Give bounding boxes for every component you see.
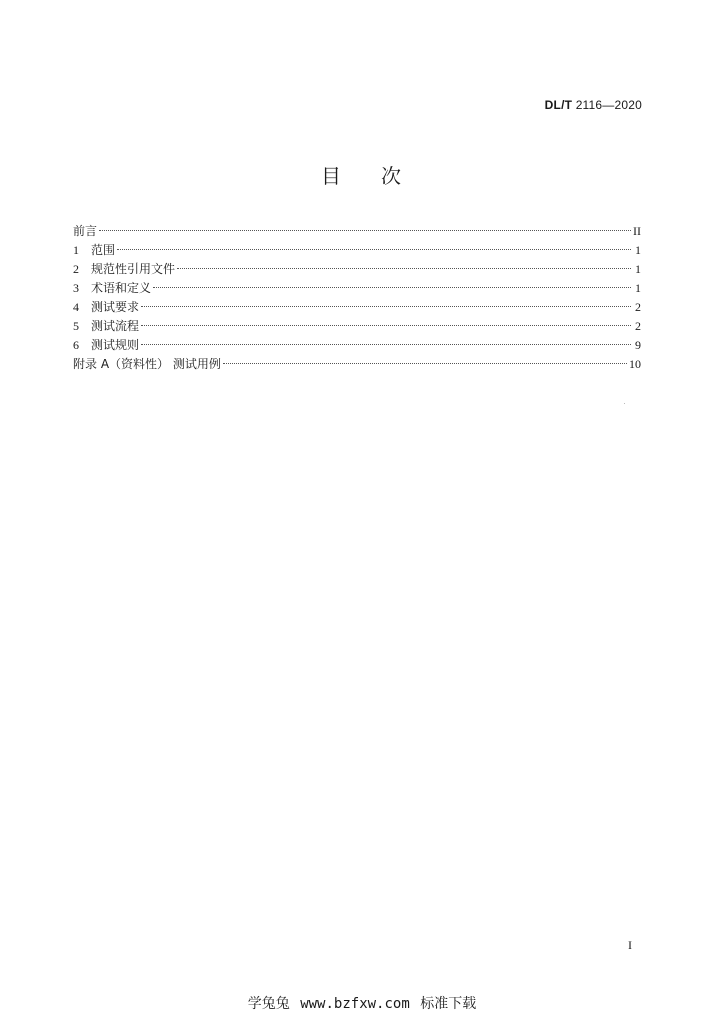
toc-entry-annex-a[interactable] <box>73 355 641 374</box>
toc-leader-dots <box>223 363 627 364</box>
toc-leader-dots <box>141 306 631 307</box>
scan-speck <box>624 403 625 404</box>
toc-title-char-2: 次 <box>381 164 403 188</box>
toc-entry-page: 1 <box>635 262 641 276</box>
toc-entry-terms-definitions[interactable] <box>73 279 641 298</box>
footer-url[interactable]: www.bzfxw.com <box>300 996 410 1012</box>
toc-entry-number: 1 <box>73 243 79 257</box>
toc-entry-number: 5 <box>73 319 79 333</box>
toc-entry-test-rules[interactable] <box>73 336 641 355</box>
toc-entry-test-procedure[interactable] <box>73 317 641 336</box>
toc-entry-page: 1 <box>635 281 641 295</box>
toc-entry-foreword[interactable] <box>73 222 641 241</box>
toc-entry-label: 测试流程 <box>91 319 140 333</box>
toc-leader-dots <box>141 325 631 326</box>
toc-entry-page: 2 <box>635 300 641 314</box>
toc-entry-label: 前言 <box>73 224 98 238</box>
toc-entry-label: 术语和定义 <box>91 281 152 295</box>
table-of-contents <box>73 222 641 374</box>
footer-slogan: 标准下载 <box>420 996 477 1012</box>
toc-entry-page: 1 <box>635 243 641 257</box>
toc-entry-number: 6 <box>73 338 79 352</box>
toc-entry-label: 范围 <box>91 243 116 257</box>
toc-leader-dots <box>177 268 631 269</box>
toc-entry-page: II <box>633 224 641 238</box>
footer-watermark <box>0 993 724 1013</box>
page-number: I <box>628 938 632 952</box>
toc-leader-dots <box>99 230 631 231</box>
toc-leader-dots <box>141 344 631 345</box>
toc-entry-normative-references[interactable] <box>73 260 641 279</box>
standard-code <box>545 98 642 112</box>
footer-site-name: 学兔兔 <box>247 996 290 1012</box>
toc-entry-number: 2 <box>73 262 79 276</box>
toc-entry-label: 测试规则 <box>91 338 140 352</box>
toc-entry-test-requirements[interactable] <box>73 298 641 317</box>
toc-entry-page: 10 <box>629 357 641 371</box>
standard-code-prefix: DL/T <box>544 98 573 112</box>
toc-leader-dots <box>153 287 631 288</box>
toc-entry-number: 3 <box>73 281 79 295</box>
toc-entry-page: 9 <box>635 338 641 352</box>
toc-entry-label: 测试要求 <box>91 300 140 314</box>
standard-code-number: 2116—2020 <box>575 98 642 112</box>
toc-entry-label: 规范性引用文件 <box>91 262 176 276</box>
toc-entry-scope[interactable] <box>73 241 641 260</box>
toc-entry-label: 附录 A（资料性） 测试用例 <box>73 357 221 371</box>
toc-leader-dots <box>117 249 631 250</box>
toc-title <box>0 160 724 189</box>
toc-entry-number: 4 <box>73 300 79 314</box>
toc-title-char-1: 目 <box>321 164 343 188</box>
toc-entry-page: 2 <box>635 319 641 333</box>
